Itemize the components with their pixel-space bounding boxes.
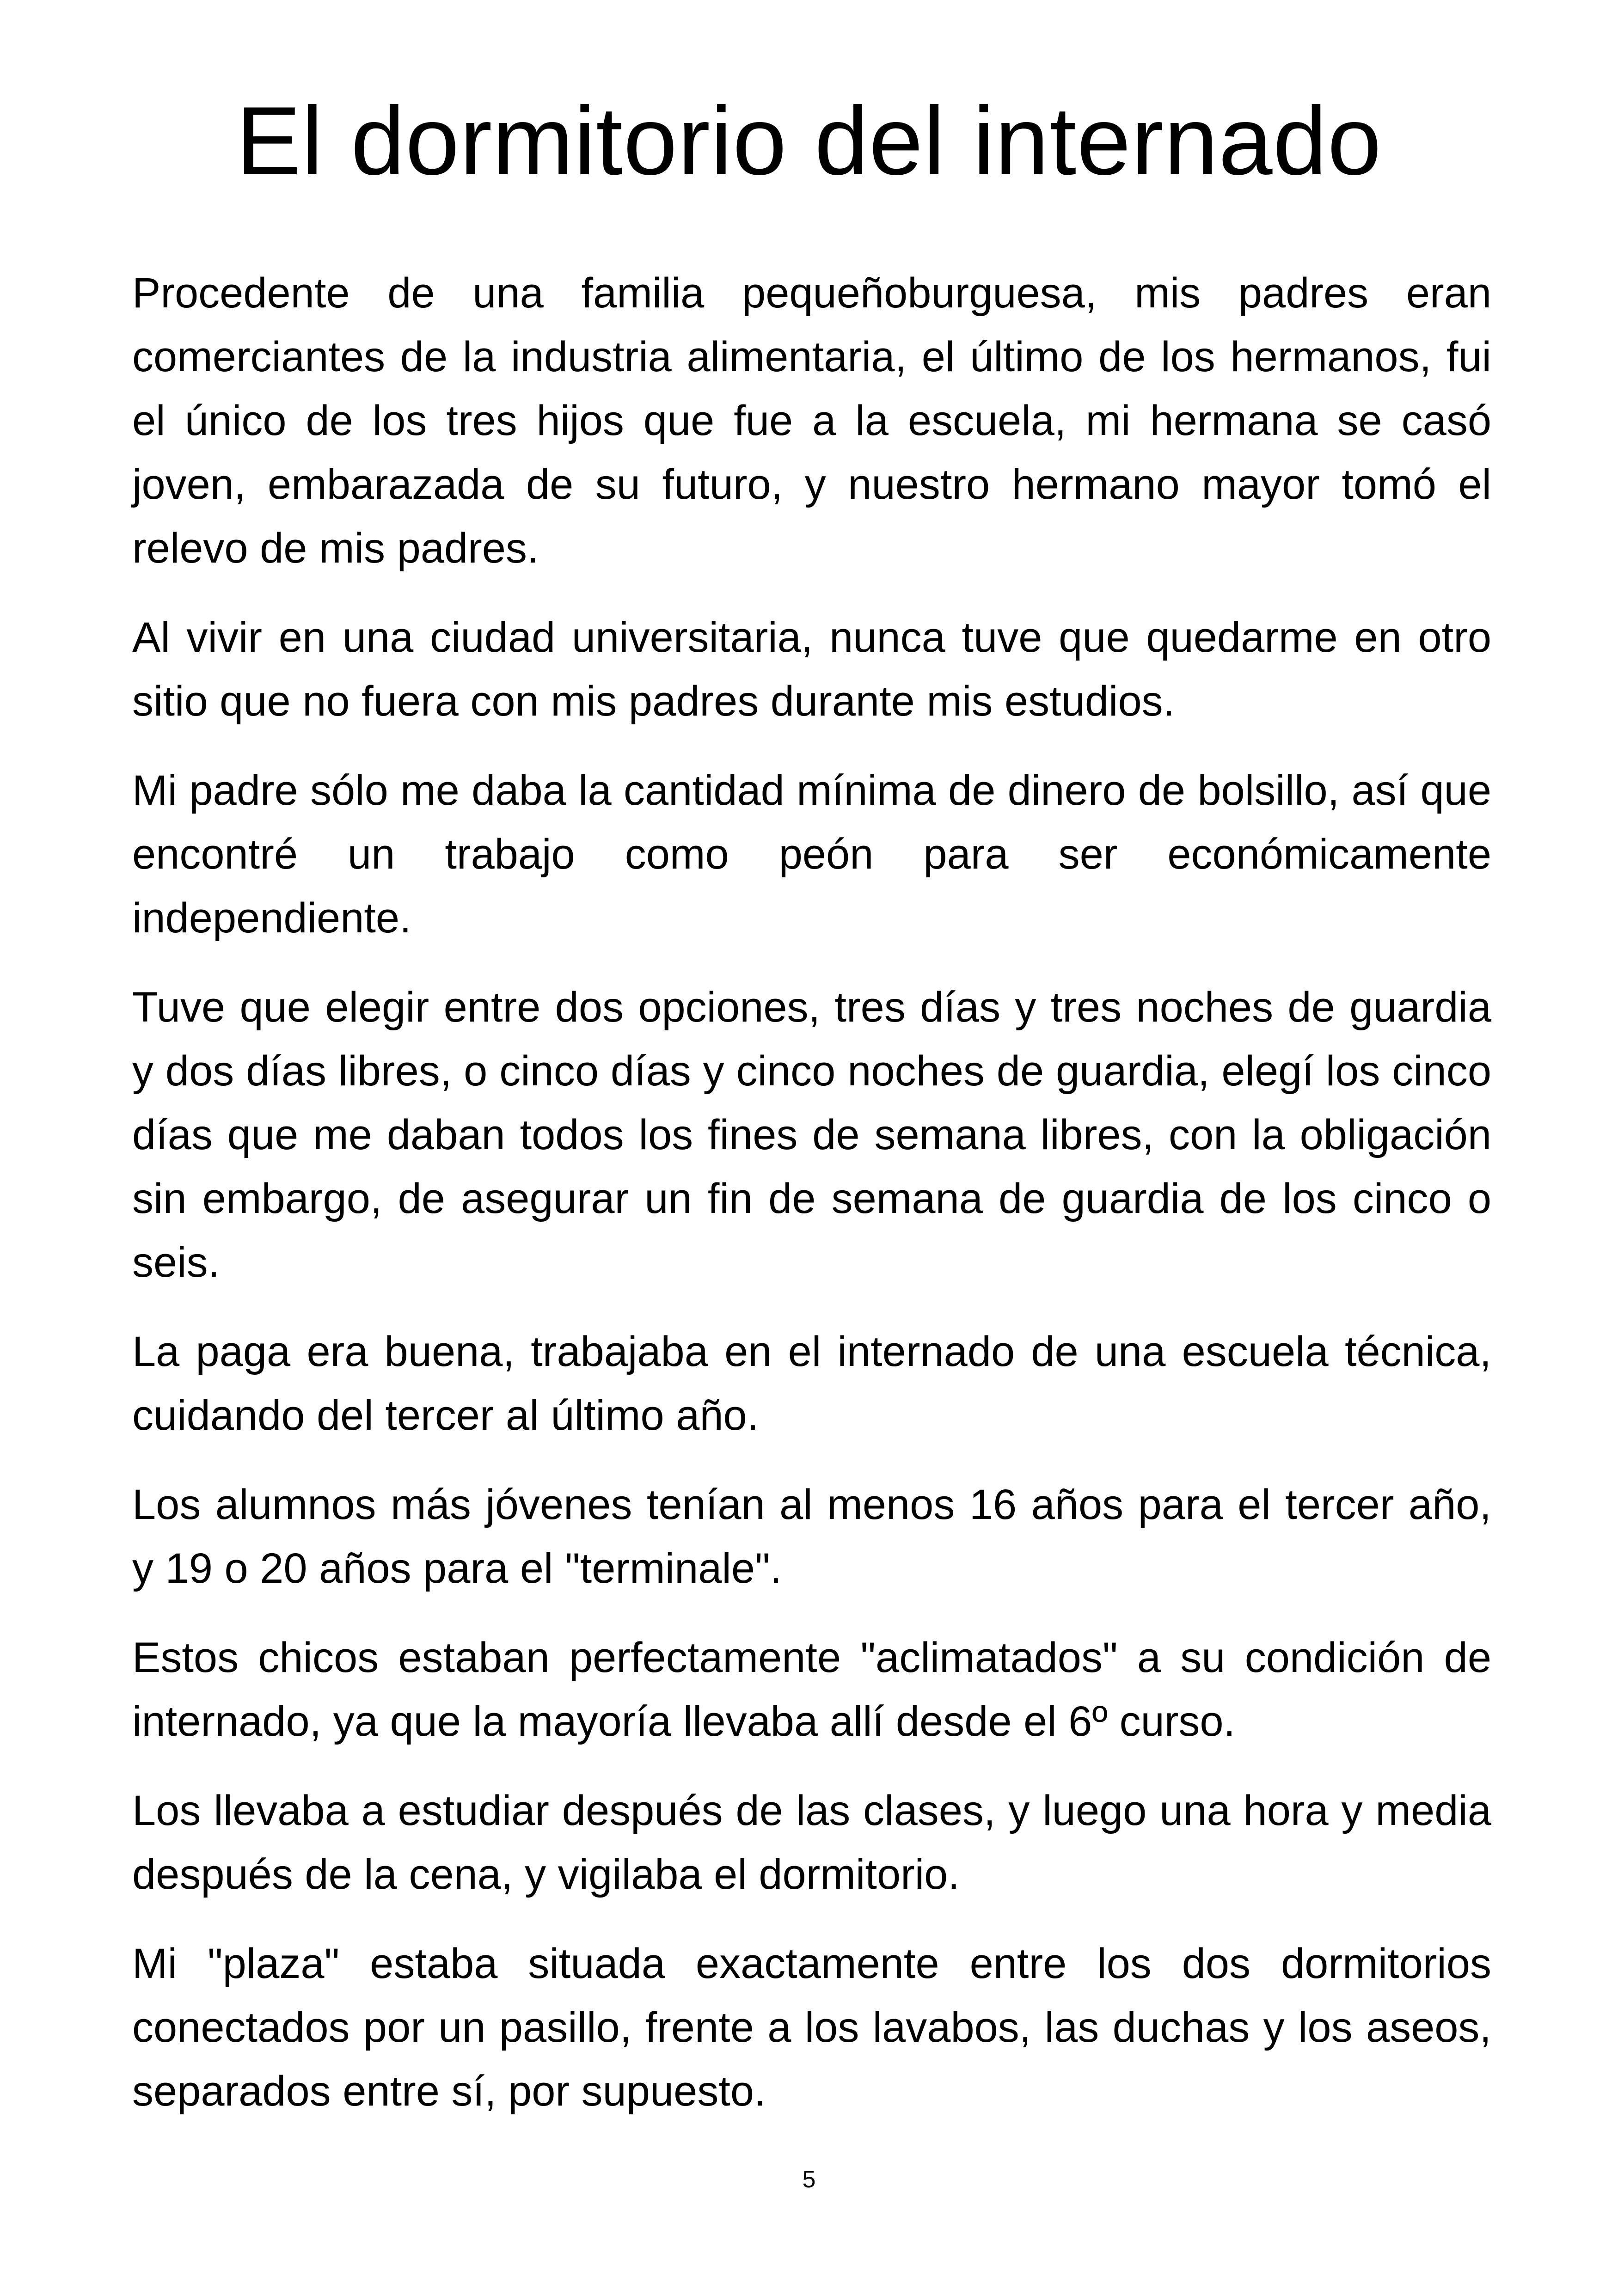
page-title: El dormitorio del internado: [236, 86, 1382, 195]
paragraph-8: Los llevaba a estudiar después de las clases, y luego una hora y media después de la cena, y vigilaba el dormitorio.: [132, 1787, 1491, 1898]
paragraph-4: Tuve que elegir entre dos opciones, tres días y tres noches de guardia y dos días libres, o cinco días y cinco noches de guardia, elegí los cinco días que me daban todos los fines de semana libres, con la obligación sin embargo, de asegurar un fin de semana de guardia de los cinco o seis.: [132, 984, 1491, 1286]
page-number: 5: [802, 2166, 816, 2193]
paragraph-7: Estos chicos estaban perfectamente "aclimatados" a su condición de internado, ya que la mayoría llevaba allí desde el 6º curso.: [132, 1634, 1491, 1745]
body-text: [132, 261, 1491, 2149]
paragraph-3: Mi padre sólo me daba la cantidad mínima de dinero de bolsillo, así que encontré un trabajo como peón para ser económicamente independiente.: [132, 767, 1491, 942]
paragraph-1: Procedente de una familia pequeñoburguesa, mis padres eran comerciantes de la industria alimentaria, el último de los hermanos, fui el único de los tres hijos que fue a la escuela, mi hermana se casó joven, embarazada de su futuro, y nuestro hermano mayor tomó el relevo de mis padres.: [132, 269, 1491, 572]
paragraph-9: Mi "plaza" estaba situada exactamente entre los dos dormitorios conectados por un pasillo, frente a los lavabos, las duchas y los aseos, separados entre sí, por supuesto.: [132, 1940, 1491, 2115]
paragraph-2: Al vivir en una ciudad universitaria, nunca tuve que quedarme en otro sitio que no fuera con mis padres durante mis estudios.: [132, 614, 1491, 725]
paragraph-5: La paga era buena, trabajaba en el internado de una escuela técnica, cuidando del tercer al último año.: [132, 1328, 1491, 1439]
paragraph-6: Los alumnos más jóvenes tenían al menos 16 años para el tercer año, y 19 o 20 años para el "terminale".: [132, 1481, 1491, 1592]
